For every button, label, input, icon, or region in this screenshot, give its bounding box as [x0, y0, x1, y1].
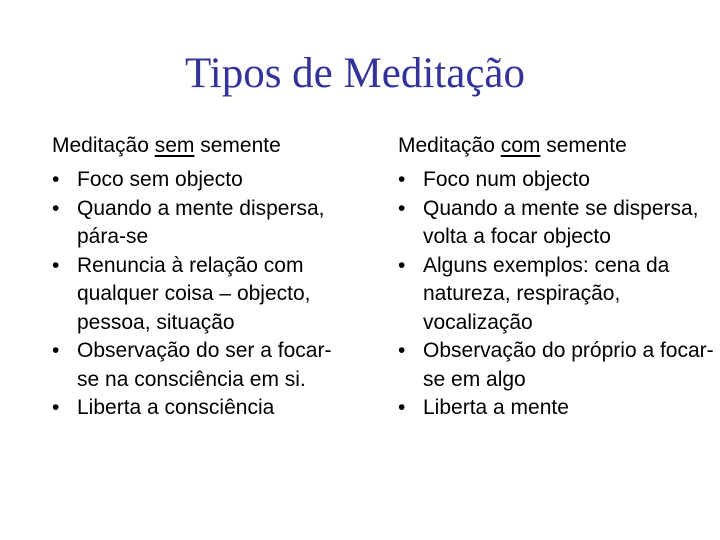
heading-prefix: Meditação [52, 134, 155, 157]
list-item [52, 394, 352, 423]
list-item-text: Quando a mente dispersa, pára-se [77, 196, 325, 248]
bullet-icon: • [398, 253, 406, 277]
list-item [398, 195, 714, 252]
list-item-text: Renuncia à relação com qualquer coisa – objecto, pessoa, situação [77, 253, 311, 334]
bullet-list-with-seed [398, 166, 714, 423]
slide-title: Tipos de Meditação [185, 50, 525, 97]
heading-prefix: Meditação [398, 134, 501, 157]
list-item-text: Foco sem objecto [77, 168, 243, 191]
list-item-text: Quando a mente se dispersa, volta a focar objecto [423, 196, 699, 248]
bullet-icon: • [52, 168, 60, 191]
list-item-text: Observação do ser a focar-se na consciência em si. [77, 339, 332, 391]
heading-suffix: semente [540, 134, 627, 157]
list-item-text: Liberta a consciência [77, 396, 275, 419]
list-item [52, 195, 352, 252]
list-item-text: Foco num objecto [423, 168, 590, 191]
list-item [398, 166, 714, 195]
bullet-icon: • [52, 339, 60, 362]
column-without-seed [52, 132, 352, 423]
list-item [52, 337, 352, 394]
bullet-list-without-seed [52, 166, 352, 423]
bullet-icon: • [52, 396, 60, 419]
heading-suffix: semente [194, 134, 281, 157]
column-heading-with-seed [398, 132, 714, 160]
list-item [398, 252, 714, 338]
bullet-icon: • [52, 196, 60, 220]
list-item [52, 166, 352, 195]
heading-underlined-word: sem [154, 134, 195, 157]
list-item [52, 252, 352, 338]
bullet-icon: • [52, 253, 60, 277]
bullet-icon: • [398, 396, 406, 419]
bullet-icon: • [398, 196, 406, 220]
column-heading-without-seed [52, 132, 352, 160]
list-item-text: Observação do próprio a focar-se em algo [423, 339, 714, 391]
list-item-text: Liberta a mente [423, 396, 569, 419]
list-item [398, 394, 714, 423]
heading-underlined-word: com [500, 134, 541, 157]
column-with-seed [398, 132, 714, 423]
bullet-icon: • [398, 339, 406, 362]
list-item-text: Alguns exemplos: cena da natureza, respiração, vocalização [423, 253, 670, 334]
bullet-icon: • [398, 168, 406, 191]
list-item [398, 337, 714, 394]
